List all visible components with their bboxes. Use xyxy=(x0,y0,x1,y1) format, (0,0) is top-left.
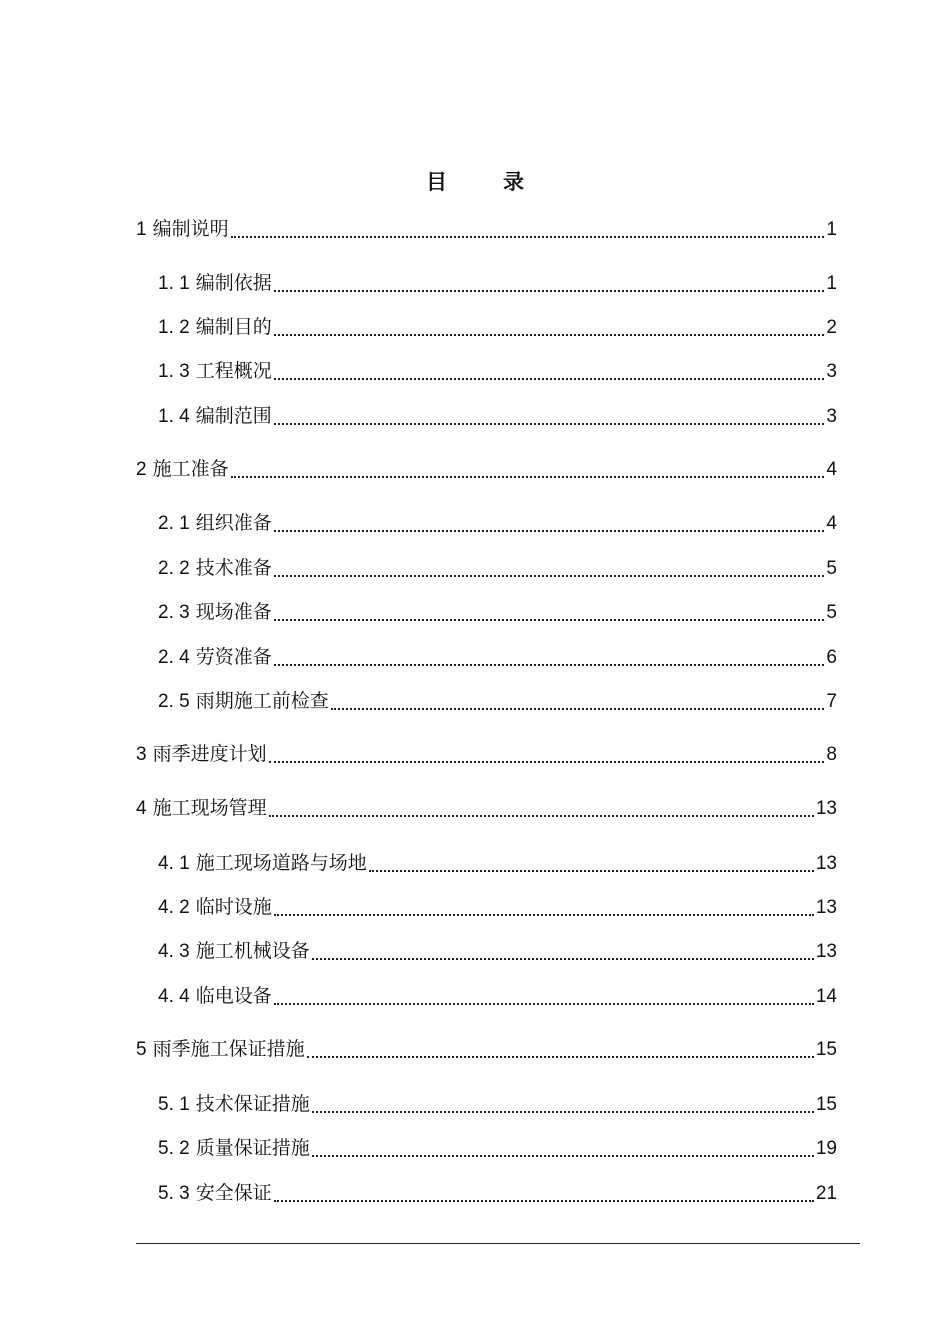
toc-entry-text: 临时设施 xyxy=(195,896,272,918)
toc-entry-text: 质量保证措施 xyxy=(195,1137,310,1159)
toc-entry-label xyxy=(158,687,329,716)
toc-entry-text: 雨期施工前检查 xyxy=(195,690,329,712)
toc-page-number: 13 xyxy=(815,798,837,819)
toc-dot-leader xyxy=(307,1056,814,1058)
toc-entry-label xyxy=(158,1090,310,1119)
toc-page-number: 3 xyxy=(826,406,837,427)
toc-page-number: 8 xyxy=(826,744,837,765)
toc-entry-label xyxy=(136,794,267,823)
toc-entry-label xyxy=(158,269,272,298)
toc-page-number: 5 xyxy=(826,558,837,579)
toc-entry-number: 4 xyxy=(136,798,147,819)
toc-entry[interactable] xyxy=(158,850,837,878)
toc-entry-text: 劳资准备 xyxy=(195,646,272,668)
toc-entry-number: 1. 4 xyxy=(158,406,190,427)
toc-dot-leader xyxy=(274,1200,814,1202)
toc-dot-leader xyxy=(274,290,825,292)
toc-entry[interactable] xyxy=(136,795,837,823)
toc-entry-text: 技术准备 xyxy=(195,557,272,579)
toc-dot-leader xyxy=(274,914,814,916)
toc-page-number: 3 xyxy=(826,361,837,382)
toc-entry-label xyxy=(158,598,272,627)
toc-entry-number: 2. 1 xyxy=(158,513,190,534)
toc-entry[interactable] xyxy=(158,1180,837,1208)
toc-entry-label xyxy=(136,215,229,244)
toc-page-number: 15 xyxy=(815,1094,837,1115)
toc-entry[interactable] xyxy=(158,894,837,922)
toc-entry-number: 5. 1 xyxy=(158,1094,190,1115)
toc-entry-text: 编制依据 xyxy=(195,272,272,294)
toc-entry[interactable] xyxy=(136,741,837,769)
toc-title-char-2: 录 xyxy=(503,170,524,194)
toc-dot-leader xyxy=(312,1155,814,1157)
toc-entry-text: 临电设备 xyxy=(195,985,272,1007)
toc-entry-text: 施工现场管理 xyxy=(152,797,267,819)
toc-entry[interactable] xyxy=(136,1036,837,1064)
toc-dot-leader xyxy=(369,870,814,872)
toc-entry-text: 现场准备 xyxy=(195,601,272,623)
toc-entry-label xyxy=(158,402,272,431)
toc-entry-label xyxy=(158,1134,310,1163)
toc-entry-number: 5. 2 xyxy=(158,1138,190,1159)
toc-entry-label xyxy=(158,982,272,1011)
toc-dot-leader xyxy=(269,761,825,763)
toc-page-number: 5 xyxy=(826,602,837,623)
toc-entry-text: 组织准备 xyxy=(195,512,272,534)
toc-dot-leader xyxy=(312,958,814,960)
toc-entry[interactable] xyxy=(158,358,837,386)
toc-page-number: 1 xyxy=(826,219,837,240)
toc-page-number: 4 xyxy=(826,513,837,534)
toc-entry-number: 1. 2 xyxy=(158,317,190,338)
toc-entry[interactable] xyxy=(158,555,837,583)
toc-entry-label xyxy=(158,1179,272,1208)
toc-entry-label xyxy=(136,740,267,769)
toc-entry-number: 1 xyxy=(136,219,147,240)
toc-entry-text: 编制目的 xyxy=(195,316,272,338)
toc-page-number: 2 xyxy=(826,317,837,338)
toc-entry-text: 雨季进度计划 xyxy=(152,743,267,765)
toc-entry[interactable] xyxy=(158,983,837,1011)
toc-entry[interactable] xyxy=(158,1135,837,1163)
toc-entry-label xyxy=(158,509,272,538)
toc-entry[interactable] xyxy=(158,314,837,342)
toc-dot-leader xyxy=(331,708,825,710)
toc-entry-number: 4. 4 xyxy=(158,986,190,1007)
toc-entry-text: 施工现场道路与场地 xyxy=(195,852,367,874)
toc-entry-text: 技术保证措施 xyxy=(195,1093,310,1115)
toc-entry[interactable] xyxy=(158,688,837,716)
toc-page-number: 14 xyxy=(815,986,837,1007)
toc-entry-number: 1. 1 xyxy=(158,273,190,294)
toc-page-number: 15 xyxy=(815,1039,837,1060)
toc-entry-number: 4. 1 xyxy=(158,853,190,874)
toc-entry-number: 2 xyxy=(136,459,147,480)
toc-entry-label xyxy=(158,554,272,583)
toc-entry-label xyxy=(158,937,310,966)
toc-entry[interactable] xyxy=(158,644,837,672)
toc-entry-number: 2. 3 xyxy=(158,602,190,623)
toc-entry-number: 2. 2 xyxy=(158,558,190,579)
toc-dot-leader xyxy=(274,334,825,336)
toc-entry-number: 4. 2 xyxy=(158,897,190,918)
toc-dot-leader xyxy=(274,530,825,532)
toc-dot-leader xyxy=(269,815,814,817)
toc-entry-text: 编制范围 xyxy=(195,405,272,427)
toc-entry-number: 2. 5 xyxy=(158,691,190,712)
toc-title-char-1: 目 xyxy=(426,170,447,194)
toc-entry-label xyxy=(158,313,272,342)
toc-entry-label xyxy=(158,893,272,922)
toc-entry[interactable] xyxy=(158,270,837,298)
toc-entry-number: 1. 3 xyxy=(158,361,190,382)
toc-entry[interactable] xyxy=(158,510,837,538)
toc-dot-leader xyxy=(274,664,825,666)
toc-entry-text: 安全保证 xyxy=(195,1182,272,1204)
toc-page-number: 6 xyxy=(826,647,837,668)
toc-page-number: 1 xyxy=(826,273,837,294)
toc-entry-number: 3 xyxy=(136,744,147,765)
toc-entry-label xyxy=(136,1035,305,1064)
toc-dot-leader xyxy=(274,378,825,380)
toc-dot-leader xyxy=(274,1003,814,1005)
toc-dot-leader xyxy=(274,423,825,425)
toc-entry-number: 4. 3 xyxy=(158,941,190,962)
toc-dot-leader xyxy=(274,619,825,621)
toc-page-number: 7 xyxy=(826,691,837,712)
toc-entry[interactable] xyxy=(136,216,837,244)
toc-page-number: 13 xyxy=(815,897,837,918)
toc-entry-text: 施工机械设备 xyxy=(195,940,310,962)
toc-entry-number: 5 xyxy=(136,1039,147,1060)
footer-rule xyxy=(136,1243,860,1244)
toc-entry-label xyxy=(158,849,367,878)
toc-entry-text: 雨季施工保证措施 xyxy=(152,1038,305,1060)
toc-entry[interactable] xyxy=(158,599,837,627)
toc-page-number: 13 xyxy=(815,941,837,962)
toc-page-number: 4 xyxy=(826,459,837,480)
toc-entry-label xyxy=(158,357,272,386)
toc-dot-leader xyxy=(274,575,825,577)
toc-entry-text: 施工准备 xyxy=(152,458,229,480)
toc-dot-leader xyxy=(231,236,825,238)
toc-page-number: 21 xyxy=(815,1183,837,1204)
toc-entry[interactable] xyxy=(136,456,837,484)
toc-entry-number: 2. 4 xyxy=(158,647,190,668)
toc-entry-label xyxy=(158,643,272,672)
toc-entry-label xyxy=(136,455,229,484)
toc-entry[interactable] xyxy=(158,938,837,966)
toc-dot-leader xyxy=(312,1111,814,1113)
toc-entry-number: 5. 3 xyxy=(158,1183,190,1204)
toc-entry[interactable] xyxy=(158,403,837,431)
toc-entry-text: 工程概况 xyxy=(195,360,272,382)
toc-dot-leader xyxy=(231,476,825,478)
toc-entry[interactable] xyxy=(158,1091,837,1119)
toc-page-number: 13 xyxy=(815,853,837,874)
toc-entry-text: 编制说明 xyxy=(152,218,229,240)
toc-page-number: 19 xyxy=(815,1138,837,1159)
